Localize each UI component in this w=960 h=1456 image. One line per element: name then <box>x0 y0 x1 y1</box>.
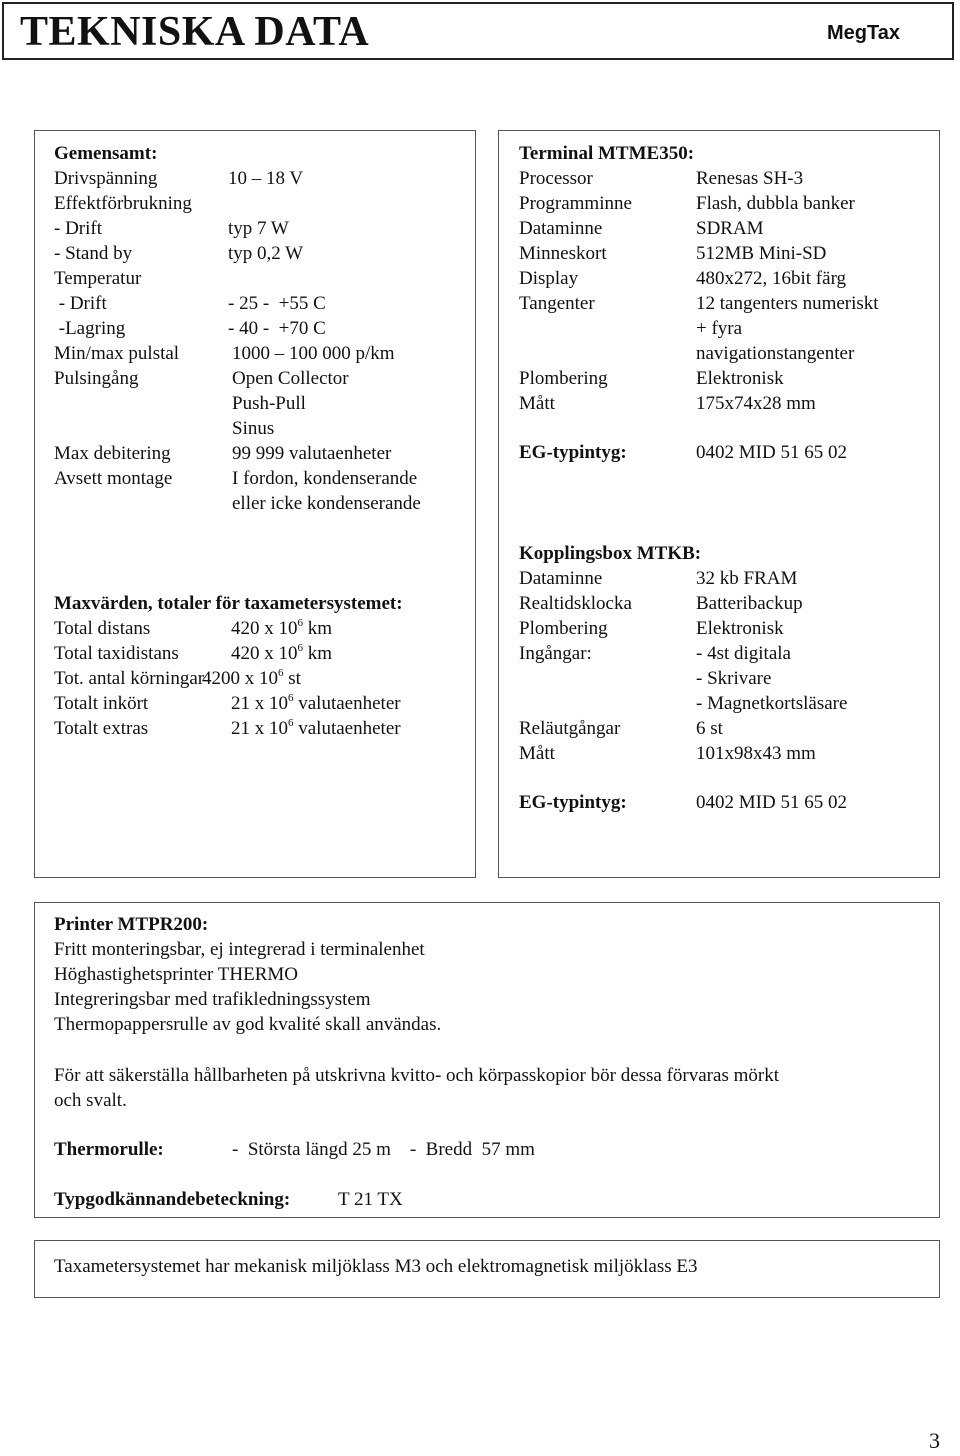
max-value-exponent: 6 <box>278 666 284 679</box>
terminal-heading: Terminal MTME350: <box>519 143 695 164</box>
spec-label: Plombering <box>519 618 608 639</box>
spec-value: 6 st <box>696 718 723 739</box>
spec-value: eller icke kondenserande <box>232 493 421 514</box>
terminal-eg-value: 0402 MID 51 65 02 <box>696 442 847 463</box>
brand-name: MegTax <box>827 22 900 44</box>
max-value-exponent: 6 <box>297 641 303 654</box>
spec-label: Drivspänning <box>54 168 158 189</box>
printer-heading: Printer MTPR200: <box>54 914 209 935</box>
spec-value: - Skrivare <box>696 668 772 689</box>
spec-value: Sinus <box>232 418 275 439</box>
spec-value: Push-Pull <box>232 393 306 414</box>
printer-note: och svalt. <box>54 1090 127 1111</box>
max-value-exponent: 6 <box>297 616 303 629</box>
spec-value: Elektronisk <box>696 368 784 389</box>
printer-line: Integreringsbar med trafikledningssystem <box>54 989 371 1010</box>
terminal-eg-label: EG-typintyg: <box>519 442 627 463</box>
max-values-heading: Maxvärden, totaler för taxametersystemet: <box>54 593 403 614</box>
thermo-roll-label: Thermorulle: <box>54 1139 164 1160</box>
spec-label: Min/max pulstal <box>54 343 180 364</box>
spec-value: 1000 – 100 000 p/km <box>232 343 395 364</box>
spec-label: Tangenter <box>519 293 595 314</box>
spec-label: Minneskort <box>519 243 607 264</box>
max-value <box>231 616 332 641</box>
max-value-exponent: 6 <box>288 716 294 729</box>
spec-label: Dataminne <box>519 218 603 239</box>
general-heading: Gemensamt: <box>54 143 158 164</box>
max-value-unit: valutaenheter <box>293 718 401 739</box>
max-label: Tot. antal körningar <box>54 668 205 689</box>
max-label: Total distans <box>54 618 151 639</box>
max-value-base: 420 x 10 <box>231 618 298 639</box>
max-label: Total taxidistans <box>54 643 179 664</box>
spec-value: Renesas SH-3 <box>696 168 804 189</box>
type-approval-value: T 21 TX <box>338 1189 403 1210</box>
spec-label: Programminne <box>519 193 632 214</box>
spec-value: navigationstangenter <box>696 343 855 364</box>
spec-value: typ 7 W <box>228 218 289 239</box>
spec-value: 32 kb FRAM <box>696 568 798 589</box>
max-value <box>231 641 332 666</box>
spec-value: - Magnetkortsläsare <box>696 693 848 714</box>
max-value-unit: km <box>303 643 333 664</box>
spec-value: 99 999 valutaenheter <box>232 443 392 464</box>
spec-value: 10 – 18 V <box>228 168 304 189</box>
page-title: TEKNISKA DATA <box>20 9 370 55</box>
spec-value: Elektronisk <box>696 618 784 639</box>
spec-label: Processor <box>519 168 593 189</box>
printer-line: Thermopappersrulle av god kvalité skall användas. <box>54 1014 442 1035</box>
spec-value: 101x98x43 mm <box>696 743 816 764</box>
max-value <box>231 691 401 716</box>
spec-value: - 4st digitala <box>696 643 791 664</box>
spec-value: 12 tangenters numeriskt <box>696 293 879 314</box>
spec-label: Avsett montage <box>54 468 173 489</box>
spec-value: 512MB Mini-SD <box>696 243 827 264</box>
spec-value: - 25 - +55 C <box>228 293 326 314</box>
spec-value: + fyra <box>696 318 743 339</box>
printer-line: Fritt monteringsbar, ej integrerad i terminalenhet <box>54 939 425 960</box>
spec-value: Batteribackup <box>696 593 803 614</box>
max-value-base: 420 x 10 <box>231 643 298 664</box>
max-value-unit: st <box>283 668 301 689</box>
spec-value: Flash, dubbla banker <box>696 193 855 214</box>
spec-label: Mått <box>519 743 555 764</box>
spec-value: typ 0,2 W <box>228 243 304 264</box>
printer-line: Höghastighetsprinter THERMO <box>54 964 298 985</box>
spec-value: SDRAM <box>696 218 764 239</box>
spec-label: Temperatur <box>54 268 142 289</box>
max-value-base: 21 x 10 <box>231 693 288 714</box>
spec-value: - 40 - +70 C <box>228 318 326 339</box>
spec-label: Reläutgångar <box>519 718 621 739</box>
environment-class-note: Taxametersystemet har mekanisk miljöklass M3 och elektromagnetisk miljöklass E3 <box>54 1256 698 1277</box>
spec-label: Mått <box>519 393 555 414</box>
max-label: Totalt extras <box>54 718 149 739</box>
spec-label: -Lagring <box>54 318 126 339</box>
spec-value: 480x272, 16bit färg <box>696 268 847 289</box>
spec-label: Realtidsklocka <box>519 593 632 614</box>
spec-label: Max debitering <box>54 443 171 464</box>
page-header <box>2 2 954 60</box>
junction-eg-label: EG-typintyg: <box>519 792 627 813</box>
max-value <box>202 666 301 691</box>
spec-label: Display <box>519 268 579 289</box>
spec-label: Effektförbrukning <box>54 193 192 214</box>
junction-box-heading: Kopplingsbox MTKB: <box>519 543 702 564</box>
thermo-roll-value: - Största längd 25 m - Bredd 57 mm <box>232 1139 535 1160</box>
spec-label: Pulsingång <box>54 368 139 389</box>
printer-note: För att säkerställa hållbarheten på utskrivna kvitto- och körpasskopior bör dessa förvaras mörkt <box>54 1065 779 1086</box>
type-approval-label: Typgodkännandebeteckning: <box>54 1189 291 1210</box>
max-value-base: 4200 x 10 <box>202 668 278 689</box>
spec-value: I fordon, kondenserande <box>232 468 418 489</box>
max-label: Totalt inkört <box>54 693 149 714</box>
spec-label: Dataminne <box>519 568 603 589</box>
max-value-base: 21 x 10 <box>231 718 288 739</box>
spec-label: - Drift <box>54 293 107 314</box>
junction-eg-value: 0402 MID 51 65 02 <box>696 792 847 813</box>
max-value <box>231 716 401 741</box>
max-value-exponent: 6 <box>288 691 294 704</box>
spec-value: 175x74x28 mm <box>696 393 816 414</box>
spec-label: - Stand by <box>54 243 133 264</box>
spec-label: Plombering <box>519 368 608 389</box>
spec-label: - Drift <box>54 218 103 239</box>
max-value-unit: valutaenheter <box>293 693 401 714</box>
spec-label: Ingångar: <box>519 643 592 664</box>
page-number: 3 <box>929 1428 940 1453</box>
spec-value: Open Collector <box>232 368 349 389</box>
max-value-unit: km <box>303 618 333 639</box>
